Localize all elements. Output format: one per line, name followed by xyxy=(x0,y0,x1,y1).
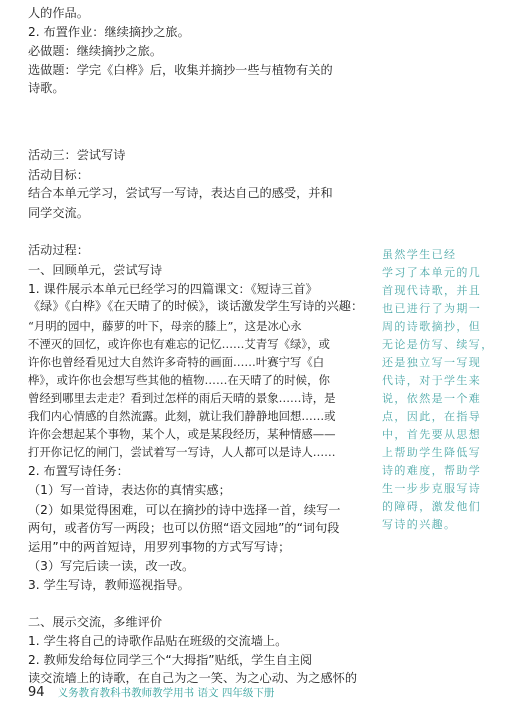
quote-line: 许你会想起某个事物，某个人，或是某段经历，某种情感—— xyxy=(28,427,336,441)
assignment-heading: 2. 布置作业：继续摘抄之旅。 xyxy=(28,25,190,39)
quote-line: 曾经到哪里去走走？看到过怎样的雨后天晴的景象……诗，是 xyxy=(28,391,336,405)
quote-line: 我们内心情感的自然流露。此刻，就让我们静静地回想……或 xyxy=(28,409,336,423)
text-line: 3. 学生写诗，教师巡视指导。 xyxy=(28,578,190,592)
sidebar-note-line: 的障碍，激发他们 xyxy=(382,500,482,513)
footer-book-title: 义务教育教科书教师教学用书 语文 四年级下册 xyxy=(57,687,275,699)
text-line: 读交流墙上的诗歌，在自己为之一笑、为之心动、为之感怀的 xyxy=(28,671,358,685)
task-item: （1）写一首诗，表达你的真情实感； xyxy=(28,483,231,497)
quote-line: “月明的园中，藤萝的叶下，母亲的膝上”，这是冰心永 xyxy=(28,319,302,333)
text-line: 同学交流。 xyxy=(28,206,89,220)
page-number: 94 xyxy=(28,685,45,700)
sidebar-note-line: 还是独立写一写现 xyxy=(382,356,482,369)
sidebar-note-line: 中，首先要从思想 xyxy=(382,428,482,441)
sidebar-note-line: 学习了本单元的几 xyxy=(382,266,482,279)
sidebar-note-line: 写诗的兴趣。 xyxy=(382,518,457,531)
optional-task: 选做题：学完《白桦》后，收集并摘抄一些与植物有关的 xyxy=(28,63,333,77)
task-heading: 2. 布置写诗任务： xyxy=(28,464,129,478)
text-line: 结合本单元学习，尝试写一写诗，表达自己的感受，并和 xyxy=(28,186,333,200)
quote-line: 许你也曾经看见过大自然许多奇特的画面……叶赛宁写《白 xyxy=(28,355,325,369)
sidebar-note-line: 上帮助学生降低写 xyxy=(382,446,482,459)
sidebar-note-line: 虽然学生已经 xyxy=(382,248,457,261)
activity-title: 活动三：尝试写诗 xyxy=(28,148,126,162)
process-heading: 活动过程： xyxy=(28,243,89,257)
sidebar-note-line: 点，因此，在指导 xyxy=(382,410,482,423)
sidebar-note-line: 诗的难度，帮助学 xyxy=(382,464,482,477)
text-line: 人的作品。 xyxy=(28,6,89,20)
sidebar-note-line: 也已进行了为期一 xyxy=(382,302,482,315)
text-line: 两句，或者仿写一两段；也可以仿照“语文园地”的“词句段 xyxy=(28,521,340,535)
sidebar-note-line: 首现代诗歌，并且 xyxy=(382,284,482,297)
text-line: 《绿》《白桦》《在天晴了的时候》，谈话激发学生写诗的兴趣： xyxy=(28,299,364,313)
quote-line: 打开你记忆的闸门，尝试着写一写诗，人人都可以是诗人…… xyxy=(28,445,336,459)
sidebar-note-line: 周的诗歌摘抄，但 xyxy=(382,320,482,333)
sidebar-note-line: 生一步步克服写诗 xyxy=(382,482,482,495)
page-footer xyxy=(28,681,274,700)
text-line: 1. 课件展示本单元已经学习的四篇课文：《短诗三首》 xyxy=(28,282,318,296)
task-item: （3）写完后读一读，改一改。 xyxy=(28,559,195,573)
sidebar-note-line: 代诗，对于学生来 xyxy=(382,374,482,387)
quote-line: 不湮灭的回忆，或许你也有难忘的记忆……艾青写《绿》，或 xyxy=(28,337,330,351)
text-line: 1. 学生将自己的诗歌作品贴在班级的交流墙上。 xyxy=(28,634,288,648)
text-line: 2. 教师发给每位同学三个“大拇指”贴纸，学生自主阅 xyxy=(28,653,313,667)
text-line: 运用”中的两首短诗，用罗列事物的方式写写诗； xyxy=(28,540,291,554)
quote-line: 桦》，或许你也会想写些其他的植物……在天晴了的时候，你 xyxy=(28,373,330,387)
section-heading: 二、展示交流，多维评价 xyxy=(28,615,163,629)
goal-heading: 活动目标： xyxy=(28,168,89,182)
task-item: （2）如果觉得困难，可以在摘抄的诗中选择一首，续写一 xyxy=(28,503,341,517)
sidebar-note-line: 无论是仿写、续写， xyxy=(382,338,494,351)
sidebar-note-line: 说，依然是一个难 xyxy=(382,392,482,405)
section-heading: 一、回顾单元，尝试写诗 xyxy=(28,263,163,277)
required-task: 必做题：继续摘抄之旅。 xyxy=(28,44,163,58)
text-line: 诗歌。 xyxy=(28,81,65,95)
